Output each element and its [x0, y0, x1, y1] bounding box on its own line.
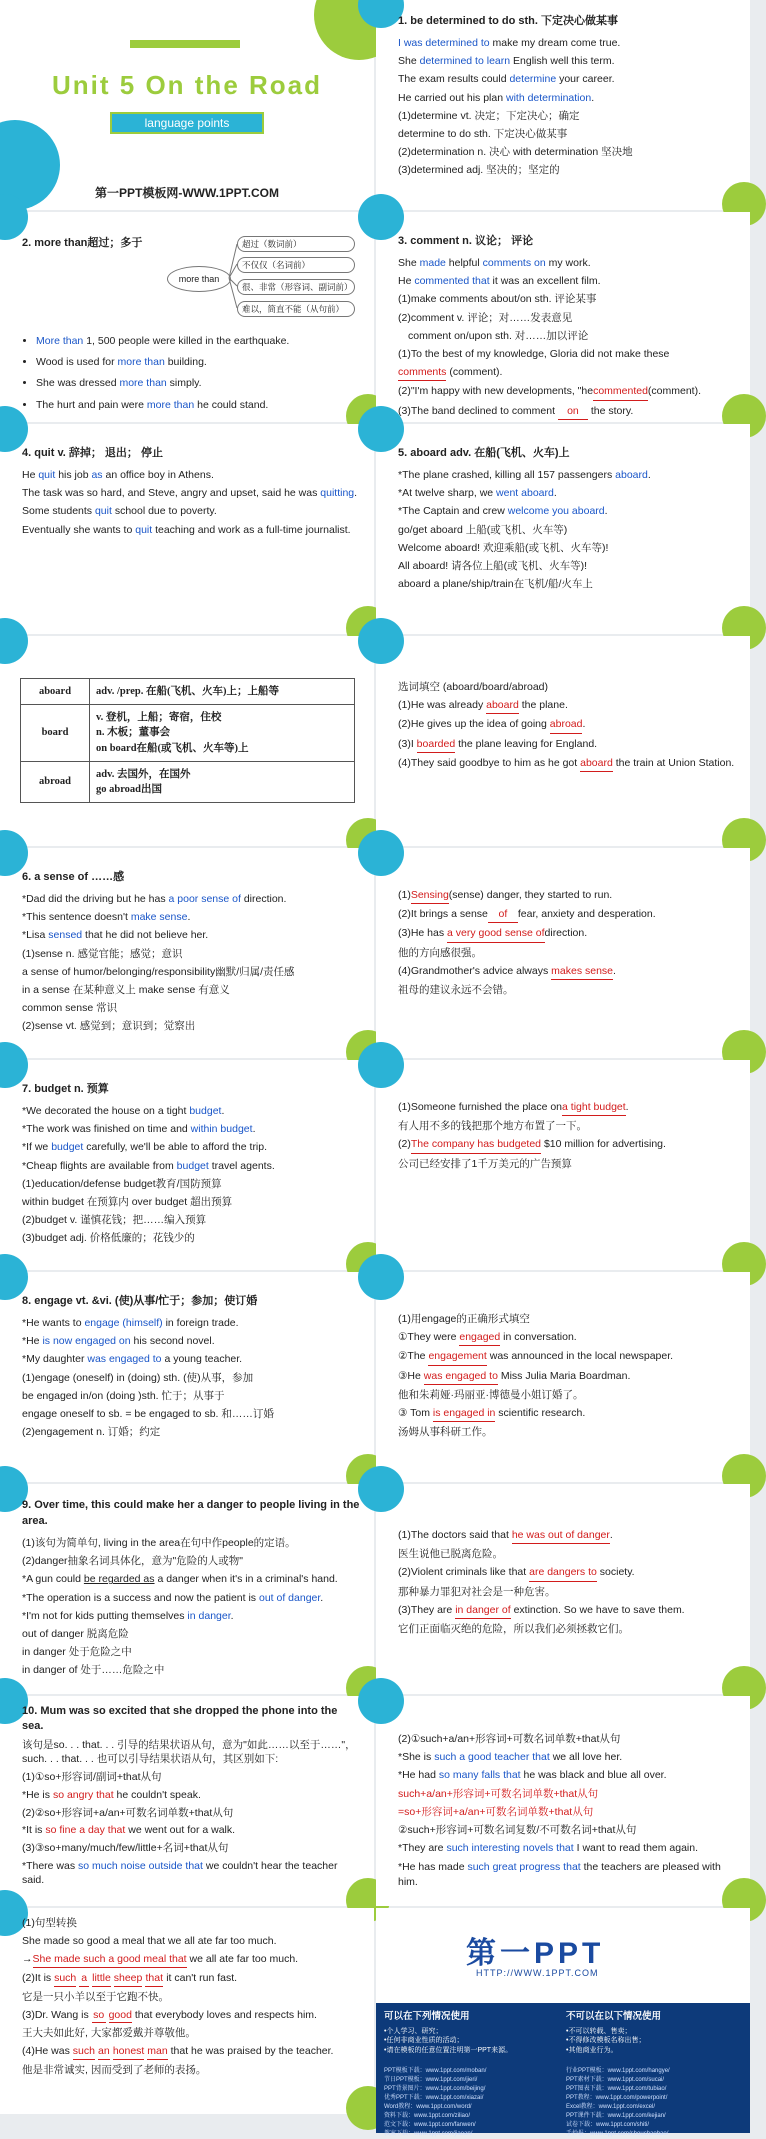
example-line: *He wants to engage (himself) in foreign trade.: [22, 1316, 239, 1329]
brand-url[interactable]: HTTP://WWW.1PPT.COM: [476, 1968, 599, 1978]
example-line: The exam results could determine your career.: [398, 73, 615, 86]
note-line: aboard a plane/ship/train在飞机/船/火车上: [398, 578, 593, 591]
exercise-line: (2)The company has budgeted $10 million for advertising.: [398, 1137, 736, 1153]
exercise-line: (4)He was such an honest man that he was praised by the teacher.: [22, 2044, 360, 2060]
answer-blank: an: [98, 2044, 110, 2060]
note-line: (2)budget v. 谨慎花钱；把……编入预算: [22, 1214, 207, 1227]
example-line: *He has made such great progress that the teachers are pleased with him.: [398, 1860, 721, 1888]
slide-sentence-transform[interactable]: [0, 1908, 374, 2114]
example-line: *Dad did the driving but he has a poor sense of direction.: [22, 892, 287, 905]
slide-heading: 6. a sense of ……感: [22, 871, 125, 883]
answer-blank: a tight budget: [562, 1100, 626, 1116]
example-line: *The work was finished on time and within budget.: [22, 1123, 256, 1136]
note-line: comment on/upon sth. 对……加以评论: [408, 329, 589, 342]
example-line: *It is so fine a day that we went out for a walk.: [22, 1824, 236, 1837]
note-line: (1)determine vt. 决定；下定决心；确定: [398, 109, 580, 122]
note-line: in danger of 处于……危险之中: [22, 1664, 165, 1677]
rule-line: (1)①so+形容词/副词+that从句: [22, 1771, 162, 1784]
mind-map-node: 难以，简直不能（从句前）: [237, 301, 355, 317]
allowed-usage: 可以在下列情况使用 •个人学习、研究； •任何非商业性质的活动； •请在模板的任意位置注明第一PPT来源。: [384, 2011, 513, 2054]
answer-blank: a: [79, 1971, 89, 1987]
note-line: (2)danger抽象名词具体化，意为"危险的人或物": [22, 1555, 243, 1568]
translation-line: 他的方向感很强。: [398, 946, 482, 959]
example-line: *The plane crashed, killing all 157 passengers aboard.: [398, 468, 651, 481]
answer-blank: abroad: [550, 717, 583, 733]
slide-engage-exercise[interactable]: [376, 1272, 750, 1482]
note-line: 该句是so. . . that. . . 引导的结果状语从句，意为"如此……以至于……"，such. . . that. . . 也可以引导结果状语从句，其区别如下:: [22, 1738, 356, 1766]
note-line: determine to do sth. 下定决心做某事: [398, 128, 568, 141]
unit-title: Unit 5 On the Road: [52, 70, 322, 100]
brand-logo: 第一PPT: [466, 1937, 605, 1970]
rule-line: (3)③so+many/much/few/little+名词+that从句: [22, 1841, 229, 1854]
answer-blank: boarded: [417, 737, 456, 753]
slide-heading: 8. engage vt. &vi. (使)从事/忙于；参加；使订婚: [22, 1295, 258, 1307]
slide-determined[interactable]: [376, 0, 750, 210]
translation-line: 王大夫如此好, 大家都爱戴并尊敬他。: [22, 2027, 196, 2040]
mind-map-node: 超过（数词前）: [237, 236, 355, 252]
translation-line: 它们正面临灭绝的危险，所以我们必须拯救它们。: [398, 1623, 629, 1636]
answer-blank: good: [109, 2008, 132, 2024]
example-line: The task was so hard, and Steve, angry and upset, said he was quitting.: [22, 487, 358, 500]
example-line: *Cheap flights are available from budget travel agents.: [22, 1159, 275, 1172]
slide-word-choice[interactable]: [376, 636, 750, 846]
answer-blank: little: [92, 1971, 111, 1987]
example-list: [22, 334, 360, 413]
note-line: (2)engagement n. 订婚；约定: [22, 1426, 161, 1439]
answer-blank: commented: [593, 384, 648, 400]
exercise-line: comments (comment).: [398, 365, 736, 381]
note-line: (3)budget adj. 价格低廉的；花钱少的: [22, 1232, 195, 1245]
note-line: Welcome aboard! 欢迎乘船(或飞机、火车等)!: [398, 541, 609, 554]
example-line: He commented that it was an excellent film.: [398, 275, 601, 288]
translation-line: 有人用不多的钱把那个地方布置了一下。: [398, 1120, 587, 1133]
answer-blank: engaged: [459, 1330, 500, 1346]
slide-heading: 2. more than超过；多于: [22, 237, 143, 249]
answer-blank: Sensing: [411, 888, 449, 904]
exercise-line: (4)Grandmother's advice always makes sense.: [398, 964, 736, 980]
example-line: *Lisa sensed that he did not believe her.: [22, 929, 209, 942]
slide-sense[interactable]: [0, 848, 374, 1058]
note-line: be engaged in/on (doing )sth. 忙于；从事于: [22, 1389, 225, 1402]
note-line: (2)sense vt. 感觉到；意识到；觉察出: [22, 1020, 196, 1033]
mind-map-root: more than: [167, 266, 231, 292]
slide-heading: 4. quit v. 辞掉； 退出； 停止: [22, 447, 163, 459]
answer-blank: comments: [398, 365, 446, 381]
exercise-line: (2)He gives up the idea of going abroad.: [398, 717, 736, 733]
link-list[interactable]: 行业PPT模板：www.1ppt.com/hangye/ PPT素材下载：www.1ppt.com/sucai/ PPT图表下载：www.1ppt.com/tubiao/ PPT教程：www.1ppt.com/powerpoint/ Excel教程：www.1ppt.com/excel/ PPT课件下载：www.1ppt.com/kejian/ 试卷下载：www.1ppt.com/shiti/ 手抄报：www.1ppt.com/shouchaobao/: [566, 2068, 670, 2137]
note-line: (1)education/defense budget教育/国防预算: [22, 1177, 222, 1190]
example-line: *We decorated the house on a tight budget.: [22, 1104, 225, 1117]
note-line: engage oneself to sb. = be engaged to sb. 和……订婚: [22, 1408, 274, 1421]
example-line: *She is such a good teacher that we all love her.: [398, 1751, 623, 1764]
translation-line: 祖母的建议永远不会错。: [398, 984, 514, 997]
mind-map-node: 不仅仅（名词前）: [237, 257, 355, 273]
note-line: (1)该句为简单句, living in the area在句中作people的定语。: [22, 1536, 296, 1549]
example-line: Eventually she wants to quit teaching and work as a full-time journalist.: [22, 523, 351, 536]
example-line: *At twelve sharp, we went aboard.: [398, 487, 557, 500]
slide-aboard[interactable]: [376, 424, 750, 634]
answer-blank: aboard: [486, 698, 519, 714]
answer-blank: The company has budgeted: [411, 1137, 541, 1153]
list-item: • More than 1, 500 people were killed in the earthquake.: [36, 334, 360, 349]
example-line: *The Captain and crew welcome you aboard.: [398, 505, 608, 518]
forbidden-usage: 不可以在以下情况使用 •不可以转载、售卖； •不得修改模板名称出售； •其他商业行为。: [566, 2011, 662, 2054]
translation-line: 它是一只小羊以至于它跑不快。: [22, 1990, 169, 2003]
example-line: She determined to learn English well this term.: [398, 55, 615, 68]
note-line: a sense of humor/belonging/responsibility幽默/归属/责任感: [22, 965, 295, 978]
example-line: He quit his job as an office boy in Athens.: [22, 468, 214, 481]
highlight-rule: =so+形容词+a/an+可数名词单数+that从句: [398, 1805, 594, 1818]
answer-blank: man: [147, 2044, 167, 2060]
note-line: in a sense 在某种意义上 make sense 有意义: [22, 984, 230, 997]
exercise-line: (2)Violent criminals like that are dangers to society.: [398, 1565, 736, 1581]
answer-blank: such: [54, 1971, 76, 1987]
answer-blank: of: [488, 907, 518, 923]
table-row: aboard adv. /prep. 在船(飞机、火车)上；上船等: [21, 679, 355, 705]
decor-circle: [358, 830, 404, 876]
example-line: I was determined to make my dream come true.: [398, 36, 621, 49]
note-line: (1)make comments about/on sth. 评论某事: [398, 293, 597, 306]
example-line: *He is now engaged on his second novel.: [22, 1335, 215, 1348]
decor-circle: [358, 1466, 404, 1512]
decor-bar: [130, 40, 240, 48]
site-footer: 第一PPT模板网-WWW.1PPT.COM: [95, 186, 279, 200]
answer-blank: She made such a good meal that: [33, 1952, 187, 1968]
example-line: *The operation is a success and now the patient is out of danger.: [22, 1591, 324, 1604]
note-line: common sense 常识: [22, 1002, 118, 1015]
exercise-line: (1)He was already aboard the plane.: [398, 698, 736, 714]
slide-heading: 1. be determined to do sth. 下定决心做某事: [398, 15, 619, 27]
exercise-line: (3)I boarded the plane leaving for England.: [398, 737, 736, 753]
list-item: • Wood is used for more than building.: [36, 355, 360, 370]
answer-blank: in danger of: [455, 1603, 510, 1619]
rule-line: (2)②so+形容词+a/an+可数名词单数+that从句: [22, 1806, 234, 1819]
example-line: *They are such interesting novels that I want to read them again.: [398, 1842, 699, 1855]
note-line: (1)sense n. 感觉官能；感觉；意识: [22, 947, 183, 960]
slide-budget[interactable]: [0, 1060, 374, 1270]
answer-blank: that: [145, 1971, 163, 1987]
translation-line: 他是非常诚实, 因而受到了老师的表扬。: [22, 2064, 207, 2077]
example-line: *This sentence doesn't make sense.: [22, 911, 191, 924]
slide-more-than[interactable]: [0, 212, 374, 422]
slide-heading: 7. budget n. 预算: [22, 1083, 109, 1095]
slide-engage[interactable]: [0, 1272, 374, 1482]
example-line: *A gun could be regarded as a danger when it's in a criminal's hand.: [22, 1573, 338, 1586]
exercise-line: (1)Someone furnished the place ona tight budget.: [398, 1100, 736, 1116]
note-line: (2)determination n. 决心 with determination 坚决地: [398, 146, 633, 159]
answer-blank: is engaged in: [433, 1406, 495, 1422]
exercise-line: She made so good a meal that we all ate far too much.: [22, 1934, 277, 1947]
slide-heading: 9. Over time, this could make her a danger to people living in the area.: [22, 1499, 360, 1527]
slide-sense-exercise[interactable]: [376, 848, 750, 1058]
slide-heading: 选词填空 (aboard/board/abroad): [398, 681, 548, 693]
decor-circle: [358, 618, 404, 664]
slide-quit[interactable]: [0, 424, 374, 634]
link-list[interactable]: PPT模板下载：www.1ppt.com/moban/ 节日PPT模板：www.1ppt.com/jieri/ PPT背景图片：www.1ppt.com/beijing/ 优秀PPT下载：www.1ppt.com/xiazai/ Word教程：www.1ppt.com/word/ 资料下载：www.1ppt.com/ziliao/ 范文下载：www.1ppt.com/fanwen/ 教案下载：www.1ppt.com/jiaoan/: [384, 2068, 487, 2137]
table-row: abroad adv. 去国外，在国外 go abroad出国: [21, 761, 355, 802]
exercise-line: ②The engagement was announced in the local newspaper.: [398, 1349, 736, 1365]
exercise-line: (3)He has a very good sense ofdirection.: [398, 926, 736, 942]
note-line: out of danger 脱离危险: [22, 1627, 129, 1640]
slide-heading: 5. aboard adv. 在船(飞机、火车)上: [398, 447, 570, 459]
exercise-line: (2)It is such a little sheep that it can't run fast.: [22, 1971, 360, 1987]
rule-line: ②such+形容词+可数名词复数/不可数名词+that从句: [398, 1824, 637, 1837]
answer-blank: sheep: [114, 1971, 143, 1987]
exercise-line: (2)It brings a sense of fear, anxiety and desperation.: [398, 907, 736, 923]
answer-blank: so: [92, 2008, 106, 2024]
slide-heading: 3. comment n. 议论； 评论: [398, 235, 534, 247]
translation-line: 他和朱莉娅·玛丽亚·博德曼小姐订婚了。: [398, 1388, 584, 1401]
decor-circle: [358, 1042, 404, 1088]
unit-subtitle: language points: [110, 112, 264, 134]
table-row: board v. 登机，上船；寄宿，住校 n. 木板；董事会 on board在船(或飞机、火车等)上: [21, 705, 355, 762]
answer-blank: was engaged to: [424, 1369, 498, 1385]
note-line: (3)determined adj. 坚决的；坚定的: [398, 164, 560, 177]
slide-credits[interactable]: [376, 1908, 750, 2137]
example-line: *If we budget carefully, we'll be able to afford the trip.: [22, 1141, 268, 1154]
exercise-line: ①They were engaged in conversation.: [398, 1330, 736, 1346]
example-line: *He had so many falls that he was black and blue all over.: [398, 1769, 667, 1782]
answer-blank: a very good sense of: [447, 926, 544, 942]
slide-comment[interactable]: [376, 212, 750, 422]
example-line: *He is so angry that he couldn't speak.: [22, 1788, 201, 1801]
exercise-line: ③ Tom is engaged in scientific research.: [398, 1406, 736, 1422]
answer-blank: aboard: [580, 756, 613, 772]
exercise-line: (3)Dr. Wang is so good that everybody loves and respects him.: [22, 2008, 360, 2024]
answer-blank: on: [558, 404, 588, 420]
example-line: *There was so much noise outside that we couldn't hear the teacher said.: [22, 1859, 338, 1887]
answer-blank: he was out of danger: [512, 1528, 610, 1544]
exercise-line: (2)"I'm happy with new developments, "hecommented(comment).: [398, 384, 736, 400]
exercise-line: (1)Sensing(sense) danger, they started to run.: [398, 888, 736, 904]
slide-aboard-table[interactable]: [0, 636, 374, 846]
decor-circle: [358, 1678, 404, 1724]
list-item: • The hurt and pain were more than he could stand.: [36, 398, 360, 413]
exercise-line: →She made such a good meal that we all ate far too much.: [22, 1952, 360, 1968]
slide-danger[interactable]: [0, 1484, 374, 1694]
slide-heading: (1)用engage的正确形式填空: [398, 1313, 530, 1325]
slide-heading: 10. Mum was so excited that she dropped the phone into the sea.: [22, 1705, 338, 1733]
translation-line: 公司已经安排了1千万美元的广告预算: [398, 1157, 572, 1170]
slide-danger-exercise[interactable]: [376, 1484, 750, 1694]
example-line: Some students quit school due to poverty.: [22, 505, 217, 518]
exercise-line: (1)The doctors said that he was out of danger.: [398, 1528, 736, 1544]
example-line: He carried out his plan with determination.: [398, 91, 595, 104]
slide-such-that[interactable]: [376, 1696, 750, 1906]
answer-blank: makes sense: [551, 964, 613, 980]
note-line: go/get aboard 上船(或飞机、火车等): [398, 523, 568, 536]
answer-blank: are dangers to: [529, 1565, 597, 1581]
exercise-line: (4)They said goodbye to him as he got aboard the train at Union Station.: [398, 756, 736, 772]
slide-so-that[interactable]: [0, 1696, 374, 1906]
mind-map-node: 很、非常（形容词、副词前）: [237, 279, 355, 295]
exercise-line: (3)They are in danger of extinction. So we have to save them.: [398, 1603, 736, 1619]
exercise-line: (1)To the best of my knowledge, Gloria did not make these: [398, 348, 670, 361]
highlight-rule: such+a/an+形容词+可数名词单数+that从句: [398, 1787, 599, 1800]
mind-map: [22, 236, 360, 326]
note-line: within budget 在预算内 over budget 超出预算: [22, 1196, 233, 1209]
exercise-line: (3)The band declined to comment on the story.: [398, 404, 736, 420]
decor-circle: [358, 1254, 404, 1300]
answer-blank: honest: [113, 2044, 145, 2060]
usage-band: [376, 2003, 750, 2137]
note-line: (1)engage (oneself) in (doing) sth. (使)从事，参加: [22, 1371, 254, 1384]
exercise-line: ③He was engaged to Miss Julia Maria Boardman.: [398, 1369, 736, 1385]
answer-blank: engagement: [428, 1349, 486, 1365]
slide-title[interactable]: [0, 0, 374, 210]
slide-budget-exercise[interactable]: [376, 1060, 750, 1270]
note-line: (2)comment v. 评论；对……发表意见: [398, 311, 573, 324]
note-line: All aboard! 请各位上船(或飞机、火车等)!: [398, 560, 588, 573]
example-line: *I'm not for kids putting themselves in danger.: [22, 1609, 234, 1622]
example-line: *My daughter was engaged to a young teacher.: [22, 1353, 243, 1366]
slide-heading: (1)句型转换: [22, 1917, 77, 1929]
example-line: She made helpful comments on my work.: [398, 256, 591, 269]
translation-line: 汤姆从事科研工作。: [398, 1426, 493, 1439]
list-item: • She was dressed more than simply.: [36, 376, 360, 391]
comparison-table: [20, 678, 355, 803]
answer-blank: such: [73, 2044, 95, 2060]
translation-line: 医生说他已脱离危险。: [398, 1548, 503, 1561]
translation-line: 那种暴力罪犯对社会是一种危害。: [398, 1585, 556, 1598]
note-line: in danger 处于危险之中: [22, 1646, 132, 1659]
rule-line: (2)①such+a/an+形容词+可数名词单数+that从句: [398, 1733, 621, 1745]
